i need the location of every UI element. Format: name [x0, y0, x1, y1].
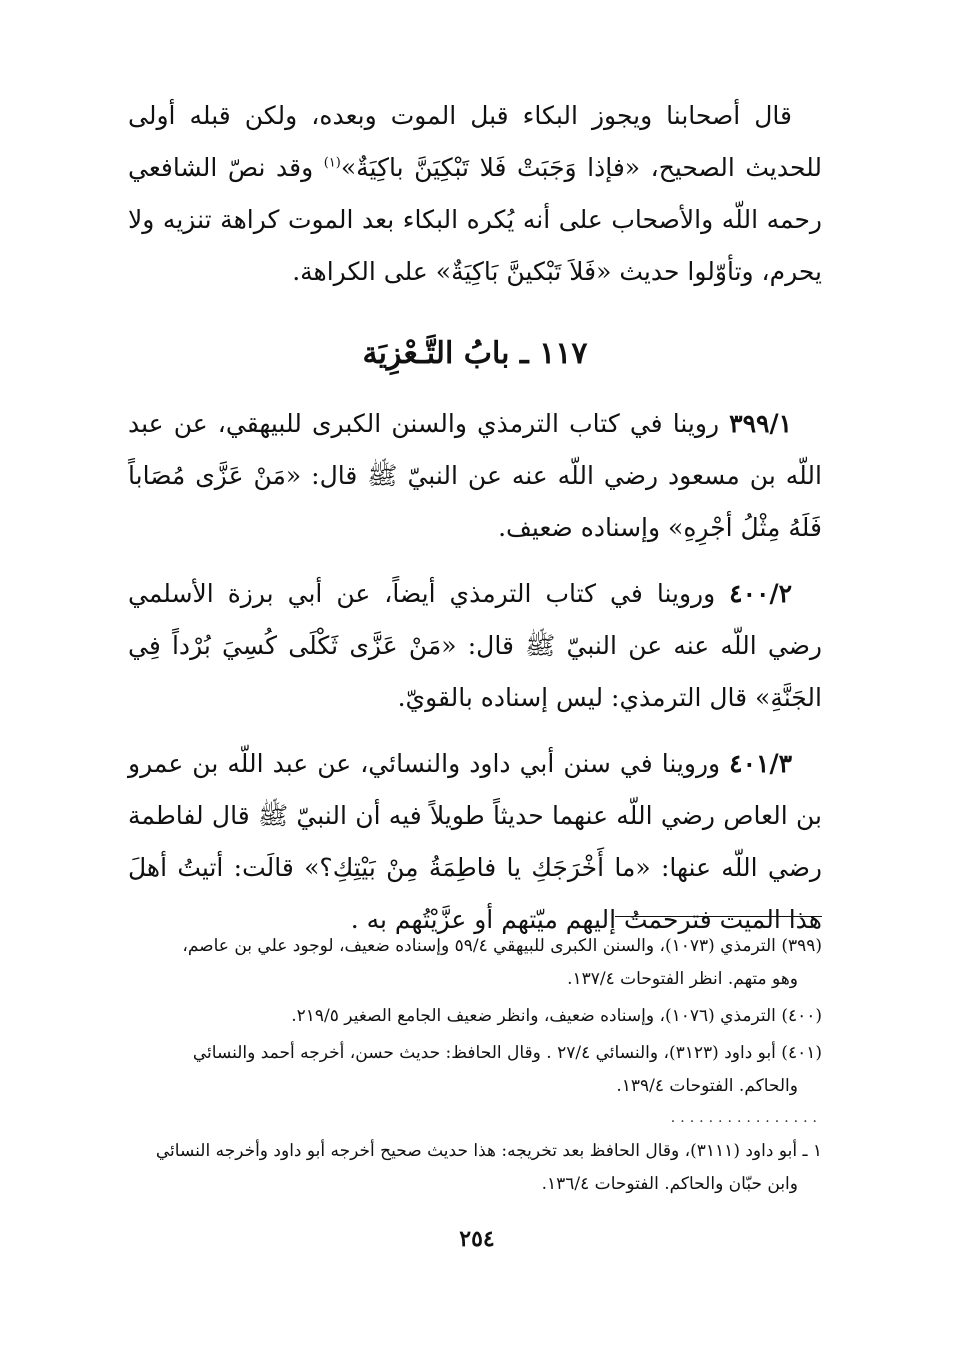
- hadith-number: ٤٠١/٣: [729, 749, 792, 778]
- translator-note: [128, 1135, 822, 1201]
- footnote-line: (٤٠١) أبو داود (٣١٢٣)، والنسائي ٢٧/٤ . وقال الحافظ: حديث حسن، أخرجه أحمد والنسائي: [192, 1043, 822, 1063]
- footnotes-section: [128, 930, 822, 1205]
- footnote: [128, 930, 822, 996]
- hadith-paragraph: [128, 738, 822, 946]
- footnote-divider: [615, 916, 822, 917]
- footnote: [128, 1000, 822, 1033]
- chapter-heading: ١١٧ ـ بابُ التَّـعْزِيَة: [362, 336, 588, 371]
- footnote-line: (٤٠٠) الترمذي (١٠٧٦)، وإسناده ضعيف، وانظر ضعيف الجامع الصغير ٢١٩/٥.: [291, 1006, 822, 1026]
- footnote-continuation: وهو متهم. انظر الفتوحات ١٣٧/٤.: [567, 969, 798, 989]
- main-text: [128, 90, 822, 946]
- footnote-continuation: والحاكم. الفتوحات ١٣٩/٤.: [616, 1076, 798, 1096]
- hadith-number: ٤٠٠/٢: [729, 579, 792, 608]
- intro-text-part1: قال أصحابنا ويجوز البكاء قبل الموت وبعده، ولكن قبله أولى للحديث الصحيح، «فإذا وَجَبَتْ فَلا تَبْكِيَنَّ باكِيَةٌ»: [128, 101, 822, 182]
- hadith-paragraph: [128, 568, 822, 724]
- hadith-text: وروينا في كتاب الترمذي أيضاً، عن أبي برزة الأسلمي رضي اللّه عنه عن النبيّ ﷺ قال: «مَنْ عَزَّى ثَكْلَى كُسِيَ بُرْداً فِي الجَنَّةِ» قال الترمذي: ليس إسناده بالقويّ.: [128, 579, 822, 712]
- hadith-number: ٣٩٩/١: [729, 409, 792, 438]
- note-line: ١ ـ أبو داود (٣١١١)، وقال الحافظ بعد تخريجه: هذا حديث صحيح أخرجه أبو داود وأخرجه النسائي: [155, 1141, 822, 1161]
- footnote-marker: (١): [323, 155, 341, 171]
- footnote: [128, 1037, 822, 1103]
- hadith-text: وروينا في سنن أبي داود والنسائي، عن عبد اللّه بن عمرو بن العاص رضي اللّه عنهما حديثاً طويلاً فيه أن النبيّ ﷺ قال لفاطمة رضي اللّه عنها: «ما أَخْرَجَكِ يا فاطِمَةُ مِنْ بَيْتِكِ؟» قالَت: أتيتُ أهلَ هذا الميت فترحمتُ إليهم ميّتهم أو عزَّيْتُهم به .: [128, 749, 822, 934]
- hadith-text: روينا في كتاب الترمذي والسنن الكبرى للبيهقي، عن عبد اللّه بن مسعود رضي اللّه عنه عن النبيّ ﷺ قال: «مَنْ عَزَّى مُصَاباً فَلَهُ مِثْلُ أجْرِهِ» وإسناده ضعيف.: [128, 409, 822, 542]
- intro-paragraph: [128, 90, 822, 298]
- footnote-line: (٣٩٩) الترمذي (١٠٧٣)، والسنن الكبرى للبيهقي ٥٩/٤ وإسناده ضعيف، لوجود علي بن عاصم،: [182, 936, 822, 956]
- intro-text-part2: وقد نصّ الشافعي رحمه اللّه والأصحاب على أنه يُكره البكاء بعد الموت كراهة تنزيه ولا يحرم، وتأوّلوا حديث «فَلاَ تَبْكينَّ بَاكِيَةٌ» على الكراهة.: [128, 153, 822, 286]
- hadith-paragraph: [128, 398, 822, 554]
- note-continuation: وابن حبّان والحاكم. الفتوحات ١٣٦/٤.: [541, 1174, 798, 1194]
- dotted-separator: ................: [670, 1110, 822, 1126]
- page-number: ٢٥٤: [459, 1226, 495, 1252]
